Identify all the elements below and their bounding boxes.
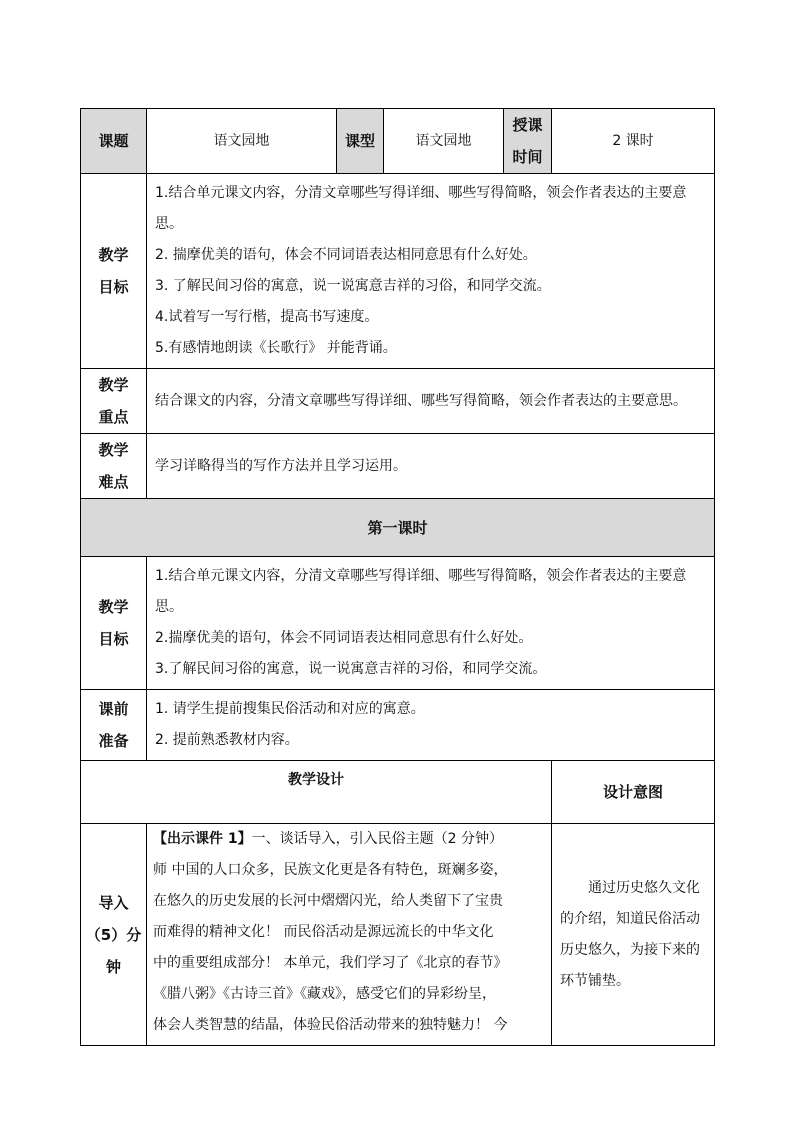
objective-item: 2. 揣摩优美的语句，体会不同词语表达相同意思有什么好处。 <box>155 247 537 263</box>
key-points-label-line2: 重点 <box>98 408 129 426</box>
first-lesson-objectives-row <box>81 557 715 690</box>
first-lesson-title: 第一课时 <box>81 499 715 557</box>
difficulties-label <box>81 434 147 499</box>
preparation-label-line1: 课前 <box>98 700 129 718</box>
objective-item: 1.结合单元课文内容，分清文章哪些写得详细、哪些写得简略，领会作者表达的主要意思。 <box>155 185 687 232</box>
difficulties-label-line1: 教学 <box>98 441 129 459</box>
key-points-label-line1: 教学 <box>98 376 129 394</box>
prep-item: 1. 请学生提前搜集民俗活动和对应的寓意。 <box>155 701 425 717</box>
intro-content <box>147 824 552 1046</box>
objectives-content <box>147 174 715 369</box>
intro-step-row <box>81 824 715 1046</box>
difficulties-label-line2: 难点 <box>98 473 129 491</box>
intent-content: 通过历史悠久文化的介绍，知道民俗活动历史悠久，为接下来的环节铺垫。 <box>552 824 715 1046</box>
preparation-row <box>81 690 715 761</box>
difficulties-row <box>81 434 715 499</box>
first-objectives-label-line1: 教学 <box>98 598 129 616</box>
intro-line: 《腊八粥》《古诗三首》《藏戏》，感受它们的异彩纷呈， <box>153 986 496 1002</box>
intro-line: 中的重要组成部分！ 本单元，我们学习了《北京的春节》 <box>153 955 508 971</box>
first-objectives-label-line2: 目标 <box>98 630 129 648</box>
objectives-label-line2: 目标 <box>98 278 129 296</box>
first-lesson-title-row <box>81 499 715 557</box>
design-header-row <box>81 761 715 824</box>
difficulties-content: 学习详略得当的写作方法并且学习运用。 <box>147 434 715 499</box>
preparation-content <box>147 690 715 761</box>
objectives-row <box>81 174 715 369</box>
intro-heading: 一、谈话导入，引入民俗主题（2 分钟） <box>251 831 503 847</box>
time-label-line1: 授课 <box>512 116 543 134</box>
first-objective-item: 3.了解民间习俗的寓意，说一说寓意吉祥的习俗，和同学交流。 <box>155 661 547 677</box>
header-row <box>81 109 715 174</box>
type-value: 语文园地 <box>384 109 504 174</box>
prep-item: 2. 提前熟悉教材内容。 <box>155 732 299 748</box>
intro-line: 在悠久的历史发展的长河中熠熠闪光，给人类留下了宝贵 <box>153 893 503 909</box>
objective-item: 3. 了解民间习俗的寓意，说一说寓意吉祥的习俗，和同学交流。 <box>155 278 551 294</box>
intro-label-line2: （5）分 <box>85 925 142 944</box>
intro-label-line3: 钟 <box>105 957 121 976</box>
objectives-label <box>81 174 147 369</box>
subject-label: 课题 <box>81 109 147 174</box>
key-points-row <box>81 369 715 434</box>
intro-line: 体会人类智慧的结晶，体验民俗活动带来的独特魅力！ 今 <box>153 1017 508 1033</box>
intro-line: 而难得的精神文化！ 而民俗活动是源远流长的中华文化 <box>153 924 494 940</box>
intro-label <box>81 824 147 1046</box>
first-objective-item: 2.揣摩优美的语句，体会不同词语表达相同意思有什么好处。 <box>155 630 533 646</box>
preparation-label <box>81 690 147 761</box>
intro-label-line1: 导入 <box>98 893 129 912</box>
preparation-label-line2: 准备 <box>98 732 129 750</box>
lesson-plan-table <box>80 108 715 1046</box>
objectives-label-line1: 教学 <box>98 246 129 264</box>
first-objectives-content <box>147 557 715 690</box>
key-points-label <box>81 369 147 434</box>
first-objective-item: 1.结合单元课文内容，分清文章哪些写得详细、哪些写得简略，领会作者表达的主要意思。 <box>155 568 687 615</box>
intro-line: 师 中国的人口众多，民族文化更是各有特色，斑斓多姿， <box>153 862 508 878</box>
subject-value: 语文园地 <box>147 109 337 174</box>
time-label <box>504 109 552 174</box>
objective-item: 5.有感情地朗读《长歌行》 并能背诵。 <box>155 340 397 356</box>
intro-heading-line <box>153 824 551 855</box>
courseware-tag: 【出示课件 1】 <box>153 831 252 847</box>
key-points-content: 结合课文的内容，分清文章哪些写得详细、哪些写得简略，领会作者表达的主要意思。 <box>147 369 715 434</box>
type-label: 课型 <box>337 109 384 174</box>
intent-title: 设计意图 <box>552 761 715 824</box>
first-objectives-label <box>81 557 147 690</box>
design-title: 教学设计 <box>81 761 552 824</box>
time-value: 2 课时 <box>552 109 715 174</box>
time-label-line2: 时间 <box>512 148 543 166</box>
objective-item: 4.试着写一写行楷，提高书写速度。 <box>155 309 379 325</box>
